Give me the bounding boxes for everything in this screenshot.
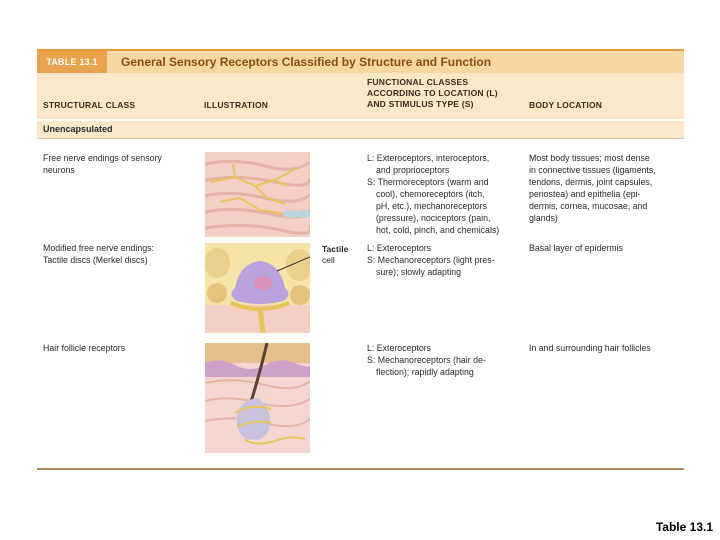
header-functional-line: AND STIMULUS TYPE (S) — [367, 99, 474, 109]
row1-functional-line: and proprioceptors — [376, 165, 450, 175]
row1-location — [529, 152, 684, 224]
section-bar — [37, 121, 684, 139]
row3-structural-line: Hair follicle receptors — [43, 343, 126, 353]
row1-functional-line: S: Thermoreceptors (warm and — [367, 177, 489, 187]
row1-structural — [43, 152, 193, 176]
table-bottom-rule — [37, 468, 684, 470]
row1-functional-line: hot, cold, pinch, and chemicals) — [376, 225, 500, 235]
table-number-label: TABLE 13.1 — [37, 51, 107, 73]
row1-location-line: dermis, cornea, mucosae, and — [529, 201, 648, 211]
row3-functional-line: L: Exteroceptors — [367, 343, 432, 353]
row1-location-line: tendons, dermis, joint capsules, — [529, 177, 653, 187]
row2-structural — [43, 242, 193, 266]
row1-location-line: periostea) and epithelia (epi- — [529, 189, 641, 199]
row2-structural-line: Tactile discs (Merkel discs) — [43, 255, 148, 265]
row1-location-line: in connective tissues (ligaments, — [529, 165, 656, 175]
row1-functional-line: cool), chemoreceptors (itch, — [376, 189, 485, 199]
row1-functional-line: pH, etc.), mechanoreceptors — [376, 201, 487, 211]
header-structural-class: STRUCTURAL CLASS — [43, 100, 136, 110]
row2-functional — [367, 242, 527, 278]
table-title: General Sensory Receptors Classified by Structure and Function — [121, 55, 492, 69]
row2-functional-line: S: Mechanoreceptors (light pres- — [367, 255, 495, 265]
row3-functional-line: flection); rapidly adapting — [376, 367, 474, 377]
row3-functional — [367, 342, 527, 378]
row3-location — [529, 342, 684, 354]
row2-location-line: Basal layer of epidermis — [529, 243, 623, 253]
row2-functional-line: L: Exteroceptors — [367, 243, 432, 253]
table-title-bar — [37, 49, 684, 73]
callout-line: cell — [322, 255, 335, 265]
row2-functional-line: sure); slowly adapting — [376, 267, 462, 277]
header-illustration: ILLUSTRATION — [204, 100, 269, 110]
section-label-unencapsulated: Unencapsulated — [43, 124, 113, 134]
row3-functional-line: S: Mechanoreceptors (hair de- — [367, 355, 486, 365]
row2-location — [529, 242, 684, 254]
header-functional-classes — [367, 77, 498, 110]
callout-line: Tactile — [322, 244, 349, 254]
row1-structural-line: Free nerve endings of sensory — [43, 153, 162, 163]
row1-structural-line: neurons — [43, 165, 75, 175]
tactile-disc-illustration — [205, 243, 310, 333]
tactile-cell-callout — [322, 244, 348, 266]
row1-location-line: glands) — [529, 213, 558, 223]
row3-location-line: In and surrounding hair follicles — [529, 343, 651, 353]
row1-functional-line: L: Exteroceptors, interoceptors, — [367, 153, 490, 163]
column-header-bar — [37, 73, 684, 119]
row2-structural-line: Modified free nerve endings: — [43, 243, 155, 253]
hair-follicle-illustration — [205, 343, 310, 453]
row3-structural — [43, 342, 193, 354]
header-functional-line: FUNCTIONAL CLASSES — [367, 77, 469, 87]
row1-functional — [367, 152, 527, 236]
row1-functional-line: (pressure), nociceptors (pain, — [376, 213, 491, 223]
header-functional-line: ACCORDING TO LOCATION (L) — [367, 88, 498, 98]
row1-location-line: Most body tissues; most dense — [529, 153, 650, 163]
free-nerve-endings-illustration — [205, 152, 310, 237]
header-body-location: BODY LOCATION — [529, 100, 603, 110]
slide-caption: Table 13.1 — [655, 520, 713, 534]
